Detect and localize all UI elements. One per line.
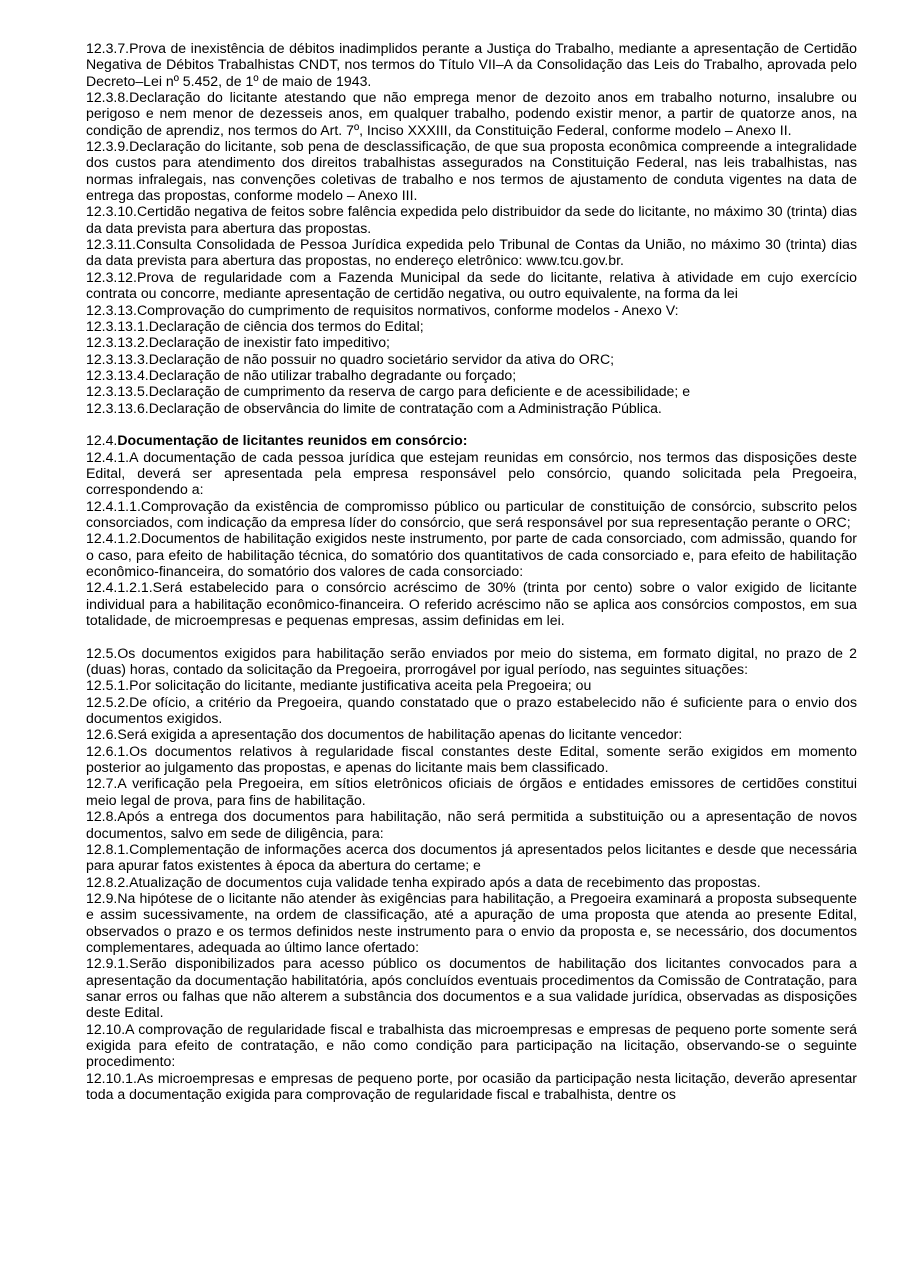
clause-12-6: 12.6.Será exigida a apresentação dos documentos de habilitação apenas do licitante vencedor:	[86, 726, 683, 743]
clause-12-5: 12.5.Os documentos exigidos para habilitação serão enviados por meio do sistema, em formato digital, no prazo de 2 (duas) horas, contado da solicitação da Pregoeira, prorrogável por igual período, nas seguintes situações:	[86, 644, 857, 678]
clause-12-5-2: 12.5.2.De ofício, a critério da Pregoeira, quando constatado que o prazo estabelecido não é suficiente para o envio dos documentos exigidos.	[86, 693, 857, 727]
section-heading-12-4	[86, 432, 857, 448]
clause-12-8-1: 12.8.1.Complementação de informações acerca dos documentos já apresentados pelos licitantes e desde que necessária para apurar fatos existentes à época da abertura do certame; e	[86, 840, 857, 874]
clause-12-3-13-5: 12.3.13.5.Declaração de cumprimento da reserva de cargo para deficiente e de acessibilidade; e	[86, 383, 691, 400]
clause-12-10-1: 12.10.1.As microempresas e empresas de pequeno porte, por ocasião da participação nesta licitação, deverão apresentar toda a documentação exigida para comprovação de regularidade fiscal e trabalhista, dentre os	[86, 1069, 857, 1102]
section-title: Documentação de licitantes reunidos em consórcio:	[117, 432, 468, 449]
clause-12-3-9: 12.3.9.Declaração do licitante, sob pena de desclassificação, de que sua proposta econômica compreende a integralidade dos custos para atendimento dos direitos trabalhistas assegurados na Constituição Federal, nas leis trabalhistas, nas normas infralegais, nas convenções coletivas de trabalho e nos termos de ajustamento de conduta vigentes na data de entrega das propostas, conforme modelo – Anexo III.	[86, 138, 857, 204]
clause-12-3-13-6: 12.3.13.6.Declaração de observância do limite de contratação com a Administração Pública.	[86, 399, 662, 416]
clause-12-4-1: 12.4.1.A documentação de cada pessoa jurídica que estejam reunidas em consórcio, nos termos das disposições deste Edital, deverá ser apresentada pela empresa responsável pelo consórcio, quando solicitada pela Pregoeira, correspondendo a:	[86, 448, 857, 498]
clause-12-3-13: 12.3.13.Comprovação do cumprimento de requisitos normativos, conforme modelos - Anexo V:	[86, 301, 679, 318]
clause-12-9: 12.9.Na hipótese de o licitante não atender às exigências para habilitação, a Pregoeira examinará a proposta subsequente e assim sucessivamente, na ordem de classificação, até a apuração de uma proposta que atenda ao presente Edital, observados o prazo e os termos definidos neste instrumento para o envio da proposta e, se necessário, dos documentos complementares, adequada ao último lance ofertado:	[86, 889, 857, 955]
clause-12-4-1-1: 12.4.1.1.Comprovação da existência de compromisso público ou particular de constituição de consórcio, subscrito pelos consorciados, com indicação da empresa líder do consórcio, que será responsável por sua representação perante o ORC;	[86, 497, 857, 530]
clause-12-4-1-2-1: 12.4.1.2.1.Será estabelecido para o consórcio acréscimo de 30% (trinta por cento) sobre o valor exigido de licitante individual para a habilitação econômico-financeira. O referido acréscimo não se aplica aos consórcios compostos, em sua totalidade, de microempresas e pequenas empresas, assim definidas em lei.	[86, 579, 857, 629]
clause-12-3-7: 12.3.7.Prova de inexistência de débitos inadimplidos perante a Justiça do Trabalho, mediante a apresentação de Certidão Negativa de Débitos Trabalhistas CNDT, nos termos do Título VII–A da Consolidação das Leis do Trabalho, aprovada pelo Decreto–Lei nº 5.452, de 1º de maio de 1943.	[86, 40, 857, 89]
clause-12-8-2: 12.8.2.Atualização de documentos cuja validade tenha expirado após a data de recebimento das propostas.	[86, 873, 761, 890]
clause-12-3-11: 12.3.11.Consulta Consolidada de Pessoa Jurídica expedida pelo Tribunal de Contas da União, no máximo 30 (trinta) dias da data prevista para abertura das propostas, no endereço eletrônico: www.tcu.gov.br.	[86, 236, 857, 269]
clause-12-5-1: 12.5.1.Por solicitação do licitante, mediante justificativa aceita pela Pregoeira; ou	[86, 677, 592, 694]
clause-12-3-13-4: 12.3.13.4.Declaração de não utilizar trabalho degradante ou forçado;	[86, 366, 517, 383]
clause-12-10: 12.10.A comprovação de regularidade fiscal e trabalhista das microempresas e empresas de pequeno porte somente será exigida para efeito de contratação, e não como condição para participação na licitação, observando-se o seguinte procedimento:	[86, 1020, 857, 1070]
clause-12-4-1-2: 12.4.1.2.Documentos de habilitação exigidos neste instrumento, por parte de cada consorciado, com admissão, quando for o caso, para efeito de habilitação técnica, do somatório dos quantitativos de cada consorciado e, para efeito de habilitação econômico-financeira, do somatório dos valores de cada consorciado:	[86, 530, 857, 579]
paragraph-spacer	[86, 628, 857, 644]
clause-12-9-1: 12.9.1.Serão disponibilizados para acesso público os documentos de habilitação dos licitantes convocados para a apresentação da documentação habilitatória, após concluídos eventuais procedimentos da Comissão de Contratação, para sanar erros ou falhas que não alterem a substância dos documentos e a sua validade jurídica, observadas as disposições deste Edital.	[86, 955, 857, 1021]
clause-12-7: 12.7.A verificação pela Pregoeira, em sítios eletrônicos oficiais de órgãos e entidades emissores de certidões constitui meio legal de prova, para fins de habilitação.	[86, 775, 857, 808]
clause-12-3-13-2: 12.3.13.2.Declaração de inexistir fato impeditivo;	[86, 334, 390, 351]
clause-12-3-12: 12.3.12.Prova de regularidade com a Fazenda Municipal da sede do licitante, relativa à atividade em cujo exercício contrata ou concorre, mediante apresentação de certidão negativa, ou outro equivalente, na forma da lei	[86, 268, 857, 302]
clause-12-8: 12.8.Após a entrega dos documentos para habilitação, não será permitida a substituição ou a apresentação de novos documentos, salvo em sede de diligência, para:	[86, 808, 857, 841]
clause-12-3-8: 12.3.8.Declaração do licitante atestando que não emprega menor de dezoito anos em trabalho noturno, insalubre ou perigoso e nem menor de dezesseis anos, em qualquer trabalho, podendo existir menor, a partir de quatorze anos, na condição de aprendiz, nos termos do Art. 7º, Inciso XXXIII, da Constituição Federal, conforme modelo – Anexo II.	[86, 89, 857, 138]
section-number: 12.4.	[86, 432, 118, 449]
clause-12-3-13-1: 12.3.13.1.Declaração de ciência dos termos do Edital;	[86, 317, 424, 334]
clause-12-6-1: 12.6.1.Os documentos relativos à regularidade fiscal constantes deste Edital, somente serão exigidos em momento posterior ao julgamento das propostas, e apenas do licitante mais bem classificado.	[86, 742, 857, 776]
paragraph-spacer	[86, 416, 857, 432]
clause-12-3-10: 12.3.10.Certidão negativa de feitos sobre falência expedida pelo distribuidor da sede do licitante, no máximo 30 (trinta) dias da data prevista para abertura das propostas.	[86, 203, 857, 236]
clause-12-3-13-3: 12.3.13.3.Declaração de não possuir no quadro societário servidor da ativa do ORC;	[86, 350, 615, 367]
